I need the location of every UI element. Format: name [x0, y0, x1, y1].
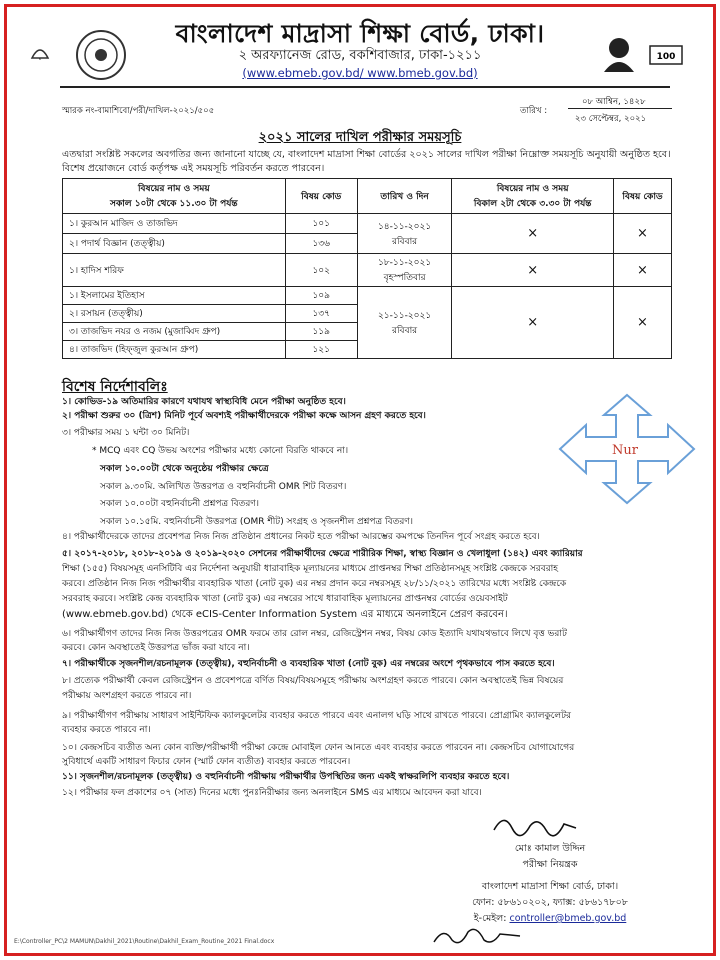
- instruction-12: ১২। পরীক্ষার ফল প্রকাশের ০৭ (সাত) দিনের মধ্যে পুনঃনিরীক্ষার জন্য অনলাইনে SMS এর মাধ্যমে আবেদন করা যাবে।: [62, 788, 482, 798]
- signature-scribble: [490, 808, 580, 842]
- code-cell: ১০১: [285, 214, 357, 234]
- subject-cell: ১। ইসলামের ইতিহাস: [63, 287, 286, 305]
- exam-date: ১৪-১১-২০২১: [377, 221, 432, 232]
- arrow-label: Nur: [612, 443, 638, 458]
- exam-day: রবিবার: [392, 236, 418, 247]
- exam-date: ২১-১১-২০২১: [377, 310, 432, 321]
- date-cell: [357, 254, 452, 287]
- instruction-6-line1: ৬। পরীক্ষার্থীগণ তাদের নিজ নিজ উত্তরপত্রের OMR ফরমে তার রোল নম্বর, রেজিস্ট্রেশন নম্বর, বিষয় কোড ইত্যাদি যথাযথভাবে লিখে বৃত্ত ভরাট: [62, 629, 567, 639]
- instruction-3a: * MCQ এবং CQ উভয় অংশের পরীক্ষার মধ্যে কোনো বিরতি থাকবে না।: [92, 446, 349, 456]
- code-cell: ১১৯: [285, 323, 357, 341]
- email-label: ই-মেইল:: [473, 913, 510, 924]
- instruction-3c: সকাল ৯.৩০মি. অলিখিত উত্তরপত্র ও বহুনির্বাচনী OMR শিট বিতরণ।: [100, 482, 347, 492]
- afternoon-cell: ×: [452, 214, 614, 254]
- afternoon-cell: ×: [452, 254, 614, 287]
- subject-cell: ২। পদার্থ বিজ্ঞান (তত্ত্বীয়): [63, 234, 286, 254]
- subject-cell: ৩। তাজভিদ নযর ও নজম (মুজাব্বিদ গ্রুপ): [63, 323, 286, 341]
- table-row: [63, 287, 672, 305]
- table-header-row: [63, 179, 672, 214]
- instruction-4: ৪। পরীক্ষার্থীদেরকে তাদের প্রবেশপত্র নিজ নিজ প্রতিষ্ঠান প্রধানের নিকট হতে পরীক্ষা আরম্ভের কমপক্ষে তিনদিন পূর্বে সংগ্রহ করতে হবে।: [62, 532, 540, 542]
- instruction-5-line2: শিক্ষা (১৫৫) বিষয়সমূহ এনসিটিবি এর নির্দেশনা অনুযায়ী ধারাবাহিক মূল্যায়নের মাধ্যমে প্রাপ্তনম্বর শিক্ষা প্রতিষ্ঠানসমূহ সংশ্লিষ্ট কেন্দ্রকে সরবরাহ: [62, 564, 558, 574]
- date-cell: [357, 214, 452, 254]
- exam-day: রবিবার: [392, 325, 418, 336]
- code-cell: ১২১: [285, 341, 357, 359]
- signatory-office: বাংলাদেশ মাদ্রাসা শিক্ষা বোর্ড, ঢাকা।: [481, 881, 619, 892]
- instruction-3d: সকাল ১০.০০টা বহুনির্বাচনী প্রশ্নপত্র বিতরণ।: [100, 499, 259, 509]
- instructions-heading: বিশেষ নির্দেশাবলিঃ: [62, 379, 168, 395]
- subject-cell: ১। কুরআন মাজিদ ও তাজভিদ: [63, 214, 286, 234]
- date-label: তারিখ :: [520, 106, 548, 116]
- svg-text:100: 100: [656, 52, 676, 62]
- instruction-3e: সকাল ১০.১৫মি. বহুনির্বাচনী উত্তরপত্র (OMR শীট) সংগ্রহ ও সৃজনশীল প্রশ্নপত্র বিতরণ।: [100, 517, 413, 527]
- intro-paragraph: এতদ্বারা সংশ্লিষ্ট সকলের অবগতির জন্য জানানো যাচ্ছে যে, বাংলাদেশ মাদ্রাসা শিক্ষা বোর্ডের ২০২১ সালের দাখিল পরীক্ষা নিম্নোক্ত সময়সূচি অনুযায়ী অনুষ্ঠিত হবে। বিশেষ প্রয়োজনে বোর্ড কর্তৃপক্ষ এই সময়সূচি পরিবর্তন করতে পারবেন।: [62, 149, 671, 174]
- routine-title: ২০২১ সালের দাখিল পরীক্ষার সময়সূচি: [258, 130, 462, 145]
- code-cell: ১০২: [285, 254, 357, 287]
- board-website[interactable]: (www.ebmeb.gov.bd/ www.bmeb.gov.bd): [242, 66, 478, 80]
- board-address: ২ অরফ্যানেজ রোড, বকশিবাজার, ঢাকা-১২১১: [238, 48, 482, 63]
- instruction-11: ১১। সৃজনশীল/রচনামূলক (তত্ত্বীয়) ও বহুনির্বাচনী পরীক্ষায় পরীক্ষার্থীর উপস্থিতির জন্য একই স্বাক্ষরলিপি ব্যবহার করতে হবে।: [62, 772, 510, 782]
- instruction-9-line1: ৯। পরীক্ষার্থীগণ পরীক্ষায় সাধারণ সাইন্টিফিক ক্যালকুলেটর ব্যবহার করতে পারবে এবং এনালগ ঘড়ি সাথে রাখতে পারবে। প্রোগ্রামিং ক্যালকুলেটর: [62, 711, 571, 721]
- afternoon-code-cell: ×: [614, 287, 672, 359]
- instruction-5-line3: করবে। প্রতিষ্ঠান নিজ নিজ পরীক্ষার্থীর ব্যবহারিক খাতা (নোট বুক) এর নম্বর প্রদান করে নম্বরসমূহ ২৮/১১/২০২১ তারিখের মধ্যে সংশ্লিষ্ট কেন্দ্রকে: [62, 579, 567, 589]
- board-name: বাংলাদেশ মাদ্রাসা শিক্ষা বোর্ড, ঢাকা।: [175, 19, 545, 48]
- instruction-3: ৩। পরীক্ষার সময় ১ ঘন্টা ৩০ মিনিট।: [62, 428, 190, 438]
- signatory-designation: পরীক্ষা নিয়ন্ত্রক: [522, 859, 578, 870]
- instruction-5-line1: ৫। ২০১৭-২০১৮, ২০১৮-২০১৯ ও ২০১৯-২০২০ সেশনের পরীক্ষার্থীদের ক্ষেত্রে শারীরিক শিক্ষা, স্বাস্থ্য বিজ্ঞান ও খেলাধুলা (১৪২) এবং ক্যারিয়ার: [62, 549, 583, 559]
- header-subject-morning-time: সকাল ১০টা থেকে ১১.৩০ টা পর্যন্ত: [110, 199, 238, 209]
- memo-ref: স্মারক নং-বামাশিবো/পরী/দাখিল-২০২১/৫০৫: [62, 106, 215, 116]
- subject-cell: ১। হাদিস শরিফ: [63, 254, 286, 287]
- afternoon-code-cell: ×: [614, 254, 672, 287]
- table-row: [63, 254, 672, 287]
- instruction-2: ২। পরীক্ষা শুরুর ৩০ (ত্রিশ) মিনিট পূর্বে অবশ্যই পরীক্ষার্থীদেরকে পরীক্ষা কক্ষে আসন গ্রহণ করতে হবে।: [62, 411, 426, 421]
- subject-cell: ২। রসায়ন (তত্ত্বীয়): [63, 305, 286, 323]
- routine-table: [62, 178, 672, 359]
- table-row: [63, 214, 672, 234]
- subject-cell: ৪। তাজভিদ (হিফ্‌জুল কুরআন গ্রুপ): [63, 341, 286, 359]
- instruction-9-line2: ব্যবহার করতে পারবে না।: [62, 725, 151, 735]
- date-divider: [568, 108, 672, 109]
- code-cell: ১০৯: [285, 287, 357, 305]
- instruction-3b: সকাল ১০.০০টা থেকে অনুষ্ঠেয় পরীক্ষার ক্ষেত্রে: [100, 464, 269, 474]
- header-subject-afternoon-time: বিকাল ২টা থেকে ৩.৩০ টা পর্যন্ত: [473, 199, 592, 209]
- header-rule: [60, 86, 670, 88]
- instruction-8-line2: পরীক্ষায় অংশগ্রহণ করতে পারবে না।: [62, 691, 192, 701]
- date-cell: [357, 287, 452, 359]
- date-english: ২৩ সেপ্টেম্বর, ২০২১: [575, 114, 647, 124]
- code-cell: ১৩৭: [285, 305, 357, 323]
- header-date-day: তারিখ ও দিন: [357, 179, 452, 214]
- afternoon-code-cell: ×: [614, 214, 672, 254]
- svg-text:ᴷ: ᴷ: [38, 58, 42, 64]
- header-subject-morning-label: বিষয়ের নাম ও সময়: [137, 184, 210, 194]
- exam-date: ১৮-১১-২০২১: [377, 258, 432, 268]
- instruction-6-line2: করবে। কোন অবস্থাতেই উত্তরপত্র ভাঁজ করা যাবে না।: [62, 643, 250, 653]
- instruction-5-line4: সরবরাহ করবে। সংশ্লিষ্ট কেন্দ্র ব্যবহারিক খাতা (নোট বুক) এর নম্বরের সাথে ধারাবাহিক মূল্যায়নের প্রাপ্তনম্বর বোর্ডের ওয়েবসাইট: [62, 594, 508, 604]
- header-subject-morning: [63, 179, 286, 214]
- date-bangla: ০৮ আশ্বিন, ১৪২৮: [582, 97, 646, 107]
- instruction-7: ৭। পরীক্ষার্থীকে সৃজনশীল/রচনামূলক (তত্ত্বীয়), বহুনির্বাচনী ও ব্যবহারিক খাতা (নোট বুক) এর নম্বরের অংশে পৃথকভাবে পাস করতে হবে।: [62, 659, 555, 669]
- handwritten-initials: [428, 922, 528, 950]
- signatory-name: মোঃ কামাল উদ্দিন: [514, 843, 586, 854]
- header-subject-afternoon: [452, 179, 614, 214]
- afternoon-cell: ×: [452, 287, 614, 359]
- instruction-10-line2: সুবিধার্থে একটি সাধারণ ফিচার ফোন (স্মার্ট ফোন ব্যতীত) ব্যবহার করতে পারবেন।: [62, 757, 351, 767]
- instruction-10-line1: ১০। কেন্দ্রসচিব ব্যতীত অন্য কোন ব্যক্তি/পরীক্ষার্থী পরীক্ষা কেন্দ্রে মোবাইল ফোন আনতে এবং ব্যবহার করতে পারবেন না। কেন্দ্রসচিব যোগাযোগের: [62, 743, 575, 753]
- code-cell: ১৩৬: [285, 234, 357, 254]
- header-code: বিষয় কোড: [285, 179, 357, 214]
- footer-file-path: E:\Controller_PC\2 MAMUN\Dakhil_2021\Routine\Dakhil_Exam_Routine_2021 Final.docx: [14, 938, 275, 945]
- instruction-8-line1: ৮। প্রত্যেক পরীক্ষার্থী কেবল রেজিস্ট্রেশন ও প্রবেশপত্রে বর্ণিত বিষয়/বিষয়সমূহে পরীক্ষায় অংশগ্রহণ করতে পারবে। কোন অবস্থাতেই ভিন্ন বিষয়ের: [62, 676, 564, 686]
- signatory-phone: ফোন: ৫৮৬১০২০২, ফ্যাক্স: ৫৮৬১৭৮০৮: [472, 897, 628, 908]
- header-code-2: বিষয় কোড: [614, 179, 672, 214]
- instruction-1: ১। কোভিড-১৯ অতিমারির কারণে যথাযথ স্বাস্থ্যবিধি মেনে পরীক্ষা অনুষ্ঠিত হবে।: [62, 397, 346, 407]
- header-subject-afternoon-label: বিষয়ের নাম ও সময়: [496, 184, 569, 194]
- exam-day: বৃহস্পতিবার: [383, 273, 426, 283]
- email-link[interactable]: controller@bmeb.gov.bd: [509, 913, 627, 924]
- instruction-5-line5: (www.ebmeb.gov.bd) থেকে eCIS-Center Information System এর মাধ্যমে অনলাইনে প্রেরণ করবেন।: [62, 609, 508, 620]
